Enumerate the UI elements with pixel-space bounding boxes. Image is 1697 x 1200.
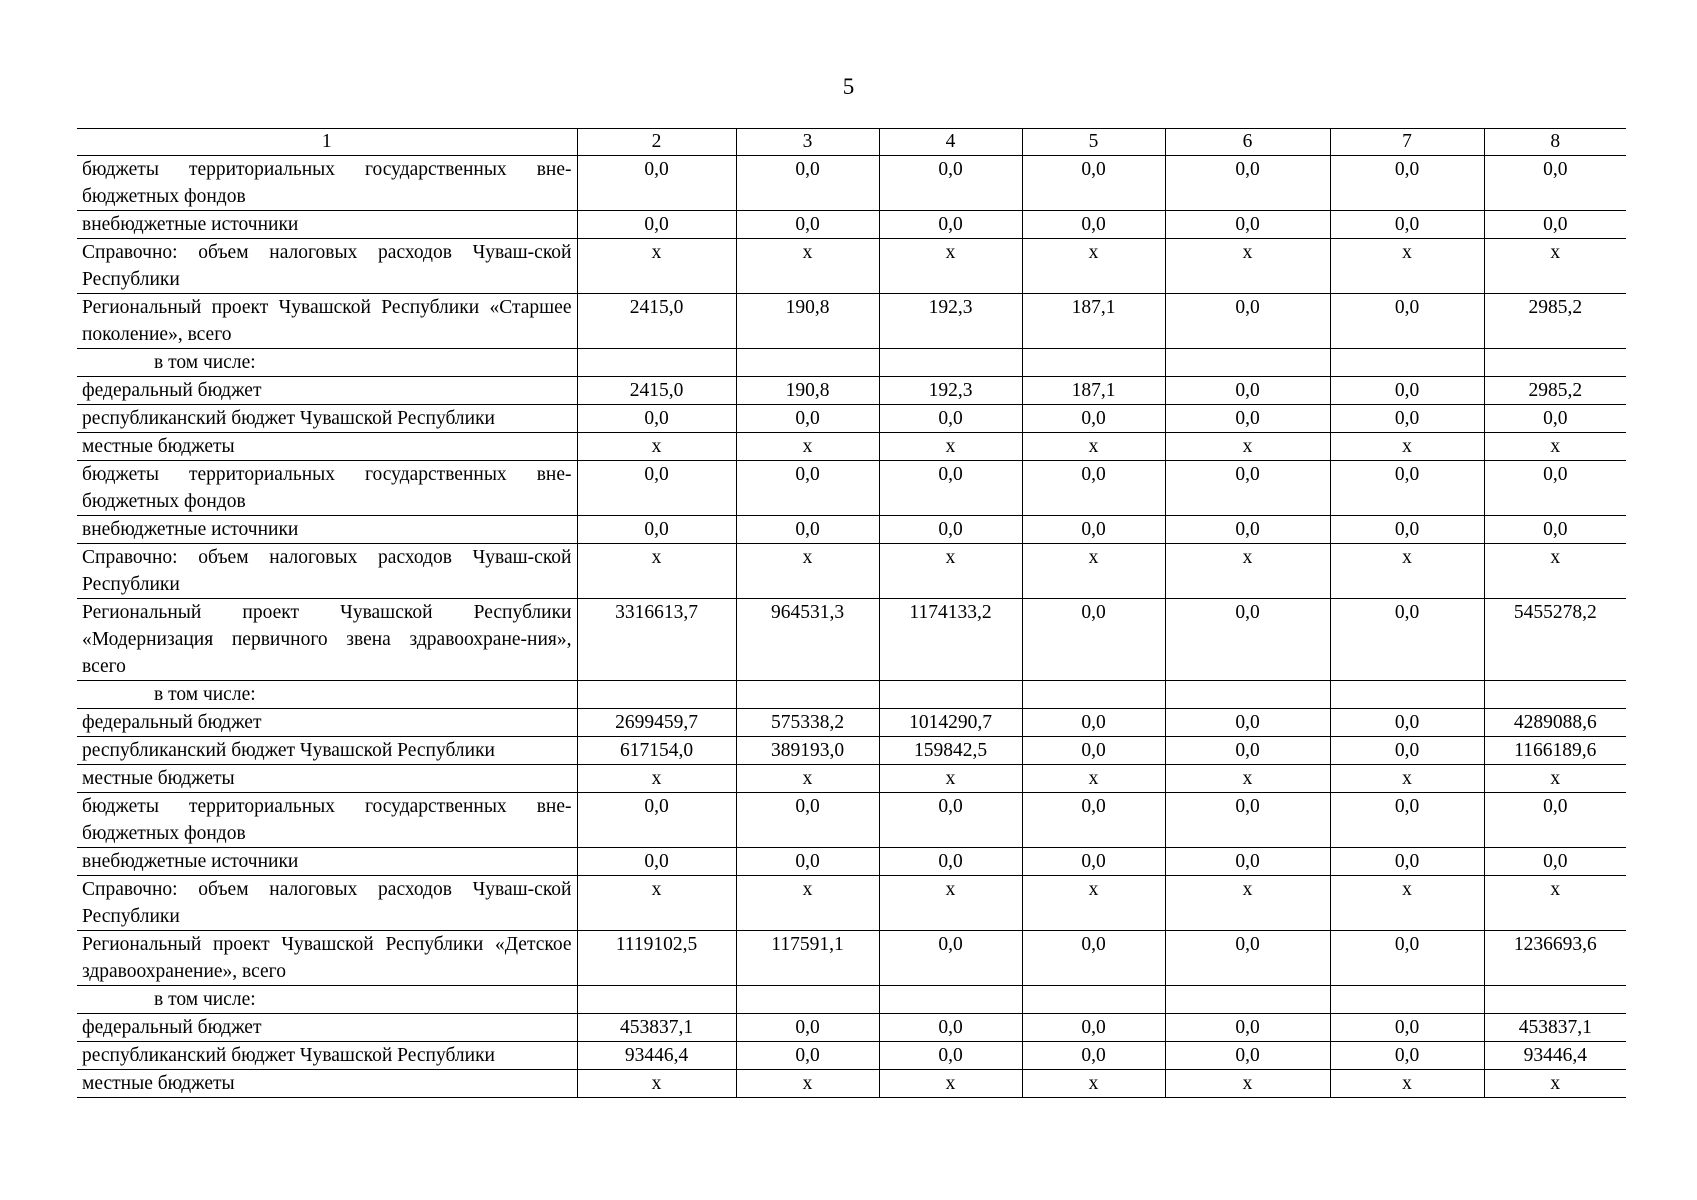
value-cell xyxy=(1165,681,1330,709)
value-cell: 0,0 xyxy=(1330,709,1484,737)
table-row xyxy=(77,433,1626,461)
value-cell: 3316613,7 xyxy=(577,599,736,681)
row-label: бюджеты территориальных государственных вне-бюджетных фондов xyxy=(77,461,577,516)
row-label: Региональный проект Чувашской Республики «Старшее поколение», всего xyxy=(77,294,577,349)
value-cell: x xyxy=(1165,544,1330,599)
value-cell xyxy=(1330,986,1484,1014)
table-row xyxy=(77,405,1626,433)
table-row xyxy=(77,599,1626,681)
value-cell xyxy=(1165,986,1330,1014)
value-cell: 0,0 xyxy=(736,1042,879,1070)
value-cell: x xyxy=(1330,433,1484,461)
value-cell: 0,0 xyxy=(736,156,879,211)
value-cell: 0,0 xyxy=(1330,1042,1484,1070)
table-row xyxy=(77,544,1626,599)
value-cell: 0,0 xyxy=(1022,1014,1165,1042)
header-cell: 3 xyxy=(736,129,879,156)
value-cell xyxy=(577,349,736,377)
row-label: федеральный бюджет xyxy=(77,377,577,405)
value-cell: 5455278,2 xyxy=(1484,599,1626,681)
value-cell: 0,0 xyxy=(1165,294,1330,349)
value-cell: 0,0 xyxy=(736,461,879,516)
value-cell: x xyxy=(1022,239,1165,294)
value-cell xyxy=(1330,681,1484,709)
table-row xyxy=(77,986,1626,1014)
header-cell: 8 xyxy=(1484,129,1626,156)
value-cell: 117591,1 xyxy=(736,931,879,986)
value-cell: 190,8 xyxy=(736,294,879,349)
value-cell: 0,0 xyxy=(736,1014,879,1042)
table-row xyxy=(77,848,1626,876)
table-row xyxy=(77,516,1626,544)
value-cell: 0,0 xyxy=(879,931,1022,986)
value-cell: x xyxy=(879,876,1022,931)
value-cell: 453837,1 xyxy=(577,1014,736,1042)
value-cell: x xyxy=(736,433,879,461)
value-cell: 0,0 xyxy=(1330,377,1484,405)
table-row xyxy=(77,793,1626,848)
value-cell xyxy=(577,681,736,709)
value-cell xyxy=(879,986,1022,1014)
value-cell: x xyxy=(736,765,879,793)
value-cell: 0,0 xyxy=(879,1014,1022,1042)
row-label: в том числе: xyxy=(77,681,577,709)
value-cell: 0,0 xyxy=(1022,405,1165,433)
value-cell: x xyxy=(879,1070,1022,1098)
table-row xyxy=(77,765,1626,793)
value-cell: x xyxy=(1165,239,1330,294)
value-cell: 0,0 xyxy=(1165,377,1330,405)
value-cell: 0,0 xyxy=(1484,211,1626,239)
value-cell: 0,0 xyxy=(879,793,1022,848)
value-cell: 0,0 xyxy=(736,793,879,848)
row-label: Региональный проект Чувашской Республики «Детское здравоохранение», всего xyxy=(77,931,577,986)
value-cell: 453837,1 xyxy=(1484,1014,1626,1042)
value-cell: x xyxy=(577,876,736,931)
value-cell: x xyxy=(879,433,1022,461)
table-row xyxy=(77,349,1626,377)
value-cell: 0,0 xyxy=(1484,848,1626,876)
row-label: Справочно: объем налоговых расходов Чуваш-ской Республики xyxy=(77,239,577,294)
value-cell: 0,0 xyxy=(1165,405,1330,433)
value-cell: 93446,4 xyxy=(1484,1042,1626,1070)
value-cell: x xyxy=(577,239,736,294)
value-cell: x xyxy=(577,765,736,793)
value-cell xyxy=(577,986,736,1014)
page-number: 5 xyxy=(842,74,855,99)
value-cell: 0,0 xyxy=(879,461,1022,516)
header-cell: 4 xyxy=(879,129,1022,156)
header-cell: 2 xyxy=(577,129,736,156)
value-cell: x xyxy=(1022,433,1165,461)
value-cell: 192,3 xyxy=(879,377,1022,405)
table-row xyxy=(77,709,1626,737)
value-cell: 0,0 xyxy=(577,516,736,544)
table-row xyxy=(77,931,1626,986)
value-cell xyxy=(1022,349,1165,377)
value-cell: 964531,3 xyxy=(736,599,879,681)
value-cell: x xyxy=(1330,1070,1484,1098)
row-label: республиканский бюджет Чувашской Республики xyxy=(77,405,577,433)
table-row xyxy=(77,156,1626,211)
value-cell: 0,0 xyxy=(1484,405,1626,433)
value-cell: 0,0 xyxy=(1165,1042,1330,1070)
row-label: бюджеты территориальных государственных вне-бюджетных фондов xyxy=(77,793,577,848)
value-cell xyxy=(1165,349,1330,377)
value-cell: 0,0 xyxy=(879,1042,1022,1070)
value-cell xyxy=(1022,986,1165,1014)
value-cell: 0,0 xyxy=(879,848,1022,876)
value-cell: x xyxy=(1330,765,1484,793)
row-label: Справочно: объем налоговых расходов Чуваш-ской Республики xyxy=(77,876,577,931)
value-cell: 617154,0 xyxy=(577,737,736,765)
value-cell: 389193,0 xyxy=(736,737,879,765)
table-row xyxy=(77,294,1626,349)
value-cell: 0,0 xyxy=(1165,848,1330,876)
value-cell: 0,0 xyxy=(879,211,1022,239)
value-cell: 0,0 xyxy=(1022,793,1165,848)
table-row xyxy=(77,737,1626,765)
row-label: внебюджетные источники xyxy=(77,848,577,876)
value-cell: 0,0 xyxy=(1330,294,1484,349)
row-label: местные бюджеты xyxy=(77,433,577,461)
value-cell: 0,0 xyxy=(736,405,879,433)
value-cell: x xyxy=(1484,239,1626,294)
row-label: федеральный бюджет xyxy=(77,709,577,737)
row-label: республиканский бюджет Чувашской Республики xyxy=(77,737,577,765)
value-cell: 0,0 xyxy=(1484,516,1626,544)
value-cell: x xyxy=(1484,765,1626,793)
value-cell: 0,0 xyxy=(1165,599,1330,681)
value-cell xyxy=(736,681,879,709)
value-cell: 0,0 xyxy=(1165,156,1330,211)
value-cell: x xyxy=(1165,433,1330,461)
row-label: Региональный проект Чувашской Республики «Модернизация первичного звена здравоохране-ния», всего xyxy=(77,599,577,681)
table-header-row xyxy=(77,129,1626,156)
table-row xyxy=(77,876,1626,931)
value-cell: 0,0 xyxy=(879,405,1022,433)
value-cell: 0,0 xyxy=(577,211,736,239)
value-cell: 1236693,6 xyxy=(1484,931,1626,986)
header-cell: 6 xyxy=(1165,129,1330,156)
value-cell: 0,0 xyxy=(736,211,879,239)
value-cell: 1014290,7 xyxy=(879,709,1022,737)
value-cell: 0,0 xyxy=(1165,709,1330,737)
table-row xyxy=(77,1042,1626,1070)
value-cell: 0,0 xyxy=(1330,405,1484,433)
row-label: местные бюджеты xyxy=(77,1070,577,1098)
value-cell: 192,3 xyxy=(879,294,1022,349)
value-cell xyxy=(1484,986,1626,1014)
value-cell: 0,0 xyxy=(736,516,879,544)
value-cell: 0,0 xyxy=(879,516,1022,544)
value-cell: x xyxy=(1022,876,1165,931)
value-cell: 0,0 xyxy=(1330,931,1484,986)
value-cell: 0,0 xyxy=(1330,461,1484,516)
value-cell: 93446,4 xyxy=(577,1042,736,1070)
table-row xyxy=(77,211,1626,239)
row-label: местные бюджеты xyxy=(77,765,577,793)
value-cell: 0,0 xyxy=(1165,461,1330,516)
value-cell: 159842,5 xyxy=(879,737,1022,765)
value-cell: x xyxy=(736,239,879,294)
value-cell: x xyxy=(577,433,736,461)
value-cell: 0,0 xyxy=(1165,516,1330,544)
value-cell: 0,0 xyxy=(1022,211,1165,239)
value-cell: 0,0 xyxy=(577,793,736,848)
value-cell: x xyxy=(736,876,879,931)
value-cell: 0,0 xyxy=(1165,1014,1330,1042)
value-cell: x xyxy=(1484,1070,1626,1098)
value-cell: 0,0 xyxy=(1330,848,1484,876)
value-cell: x xyxy=(1022,1070,1165,1098)
value-cell: 0,0 xyxy=(1022,599,1165,681)
value-cell: x xyxy=(1484,433,1626,461)
table-row xyxy=(77,681,1626,709)
header-cell: 5 xyxy=(1022,129,1165,156)
budget-table xyxy=(77,128,1626,1098)
value-cell: 0,0 xyxy=(1022,516,1165,544)
value-cell: 0,0 xyxy=(879,156,1022,211)
value-cell: 0,0 xyxy=(1165,931,1330,986)
value-cell: x xyxy=(879,544,1022,599)
row-label: внебюджетные источники xyxy=(77,211,577,239)
table-row xyxy=(77,1070,1626,1098)
value-cell: 1174133,2 xyxy=(879,599,1022,681)
header-cell: 1 xyxy=(77,129,577,156)
value-cell: 190,8 xyxy=(736,377,879,405)
value-cell: 0,0 xyxy=(577,848,736,876)
value-cell: 0,0 xyxy=(1330,1014,1484,1042)
row-label: Справочно: объем налоговых расходов Чуваш-ской Республики xyxy=(77,544,577,599)
value-cell: 187,1 xyxy=(1022,377,1165,405)
value-cell: 1119102,5 xyxy=(577,931,736,986)
value-cell: 2415,0 xyxy=(577,377,736,405)
value-cell xyxy=(1484,349,1626,377)
value-cell: 0,0 xyxy=(1022,931,1165,986)
value-cell: 2415,0 xyxy=(577,294,736,349)
value-cell: x xyxy=(736,1070,879,1098)
value-cell: x xyxy=(1330,239,1484,294)
row-label: в том числе: xyxy=(77,986,577,1014)
value-cell: x xyxy=(879,765,1022,793)
value-cell: x xyxy=(1484,544,1626,599)
value-cell: x xyxy=(577,1070,736,1098)
value-cell: 1166189,6 xyxy=(1484,737,1626,765)
value-cell: 0,0 xyxy=(1330,211,1484,239)
value-cell: 187,1 xyxy=(1022,294,1165,349)
value-cell xyxy=(879,349,1022,377)
header-cell: 7 xyxy=(1330,129,1484,156)
value-cell xyxy=(1022,681,1165,709)
value-cell: 0,0 xyxy=(1484,156,1626,211)
value-cell xyxy=(1484,681,1626,709)
value-cell: x xyxy=(1022,544,1165,599)
value-cell: 0,0 xyxy=(1022,848,1165,876)
value-cell xyxy=(736,349,879,377)
value-cell: x xyxy=(1330,544,1484,599)
value-cell: x xyxy=(879,239,1022,294)
value-cell: 0,0 xyxy=(577,461,736,516)
value-cell: x xyxy=(1022,765,1165,793)
row-label: внебюджетные источники xyxy=(77,516,577,544)
value-cell: x xyxy=(1165,1070,1330,1098)
value-cell: 0,0 xyxy=(1330,516,1484,544)
value-cell: 0,0 xyxy=(577,405,736,433)
value-cell: 0,0 xyxy=(1022,461,1165,516)
value-cell: x xyxy=(1484,876,1626,931)
value-cell: 0,0 xyxy=(1165,737,1330,765)
value-cell xyxy=(879,681,1022,709)
value-cell: 2699459,7 xyxy=(577,709,736,737)
row-label: бюджеты территориальных государственных вне-бюджетных фондов xyxy=(77,156,577,211)
row-label: республиканский бюджет Чувашской Республики xyxy=(77,1042,577,1070)
value-cell: 0,0 xyxy=(1330,156,1484,211)
value-cell: 0,0 xyxy=(1022,1042,1165,1070)
value-cell: 0,0 xyxy=(1165,211,1330,239)
value-cell: x xyxy=(1165,876,1330,931)
table-row xyxy=(77,1014,1626,1042)
value-cell xyxy=(736,986,879,1014)
value-cell: 0,0 xyxy=(1330,737,1484,765)
row-label: в том числе: xyxy=(77,349,577,377)
value-cell xyxy=(1330,349,1484,377)
value-cell: 0,0 xyxy=(1330,793,1484,848)
value-cell: x xyxy=(577,544,736,599)
table-row xyxy=(77,461,1626,516)
value-cell: 0,0 xyxy=(1484,793,1626,848)
value-cell: 4289088,6 xyxy=(1484,709,1626,737)
value-cell: 0,0 xyxy=(1022,709,1165,737)
table-row xyxy=(77,377,1626,405)
value-cell: 2985,2 xyxy=(1484,377,1626,405)
value-cell: x xyxy=(1330,876,1484,931)
value-cell: 0,0 xyxy=(1022,156,1165,211)
row-label: федеральный бюджет xyxy=(77,1014,577,1042)
table-row xyxy=(77,239,1626,294)
value-cell: 2985,2 xyxy=(1484,294,1626,349)
value-cell: 575338,2 xyxy=(736,709,879,737)
value-cell: 0,0 xyxy=(736,848,879,876)
value-cell: 0,0 xyxy=(1022,737,1165,765)
value-cell: 0,0 xyxy=(1330,599,1484,681)
value-cell: 0,0 xyxy=(1484,461,1626,516)
value-cell: 0,0 xyxy=(577,156,736,211)
value-cell: x xyxy=(1165,765,1330,793)
value-cell: 0,0 xyxy=(1165,793,1330,848)
value-cell: x xyxy=(736,544,879,599)
